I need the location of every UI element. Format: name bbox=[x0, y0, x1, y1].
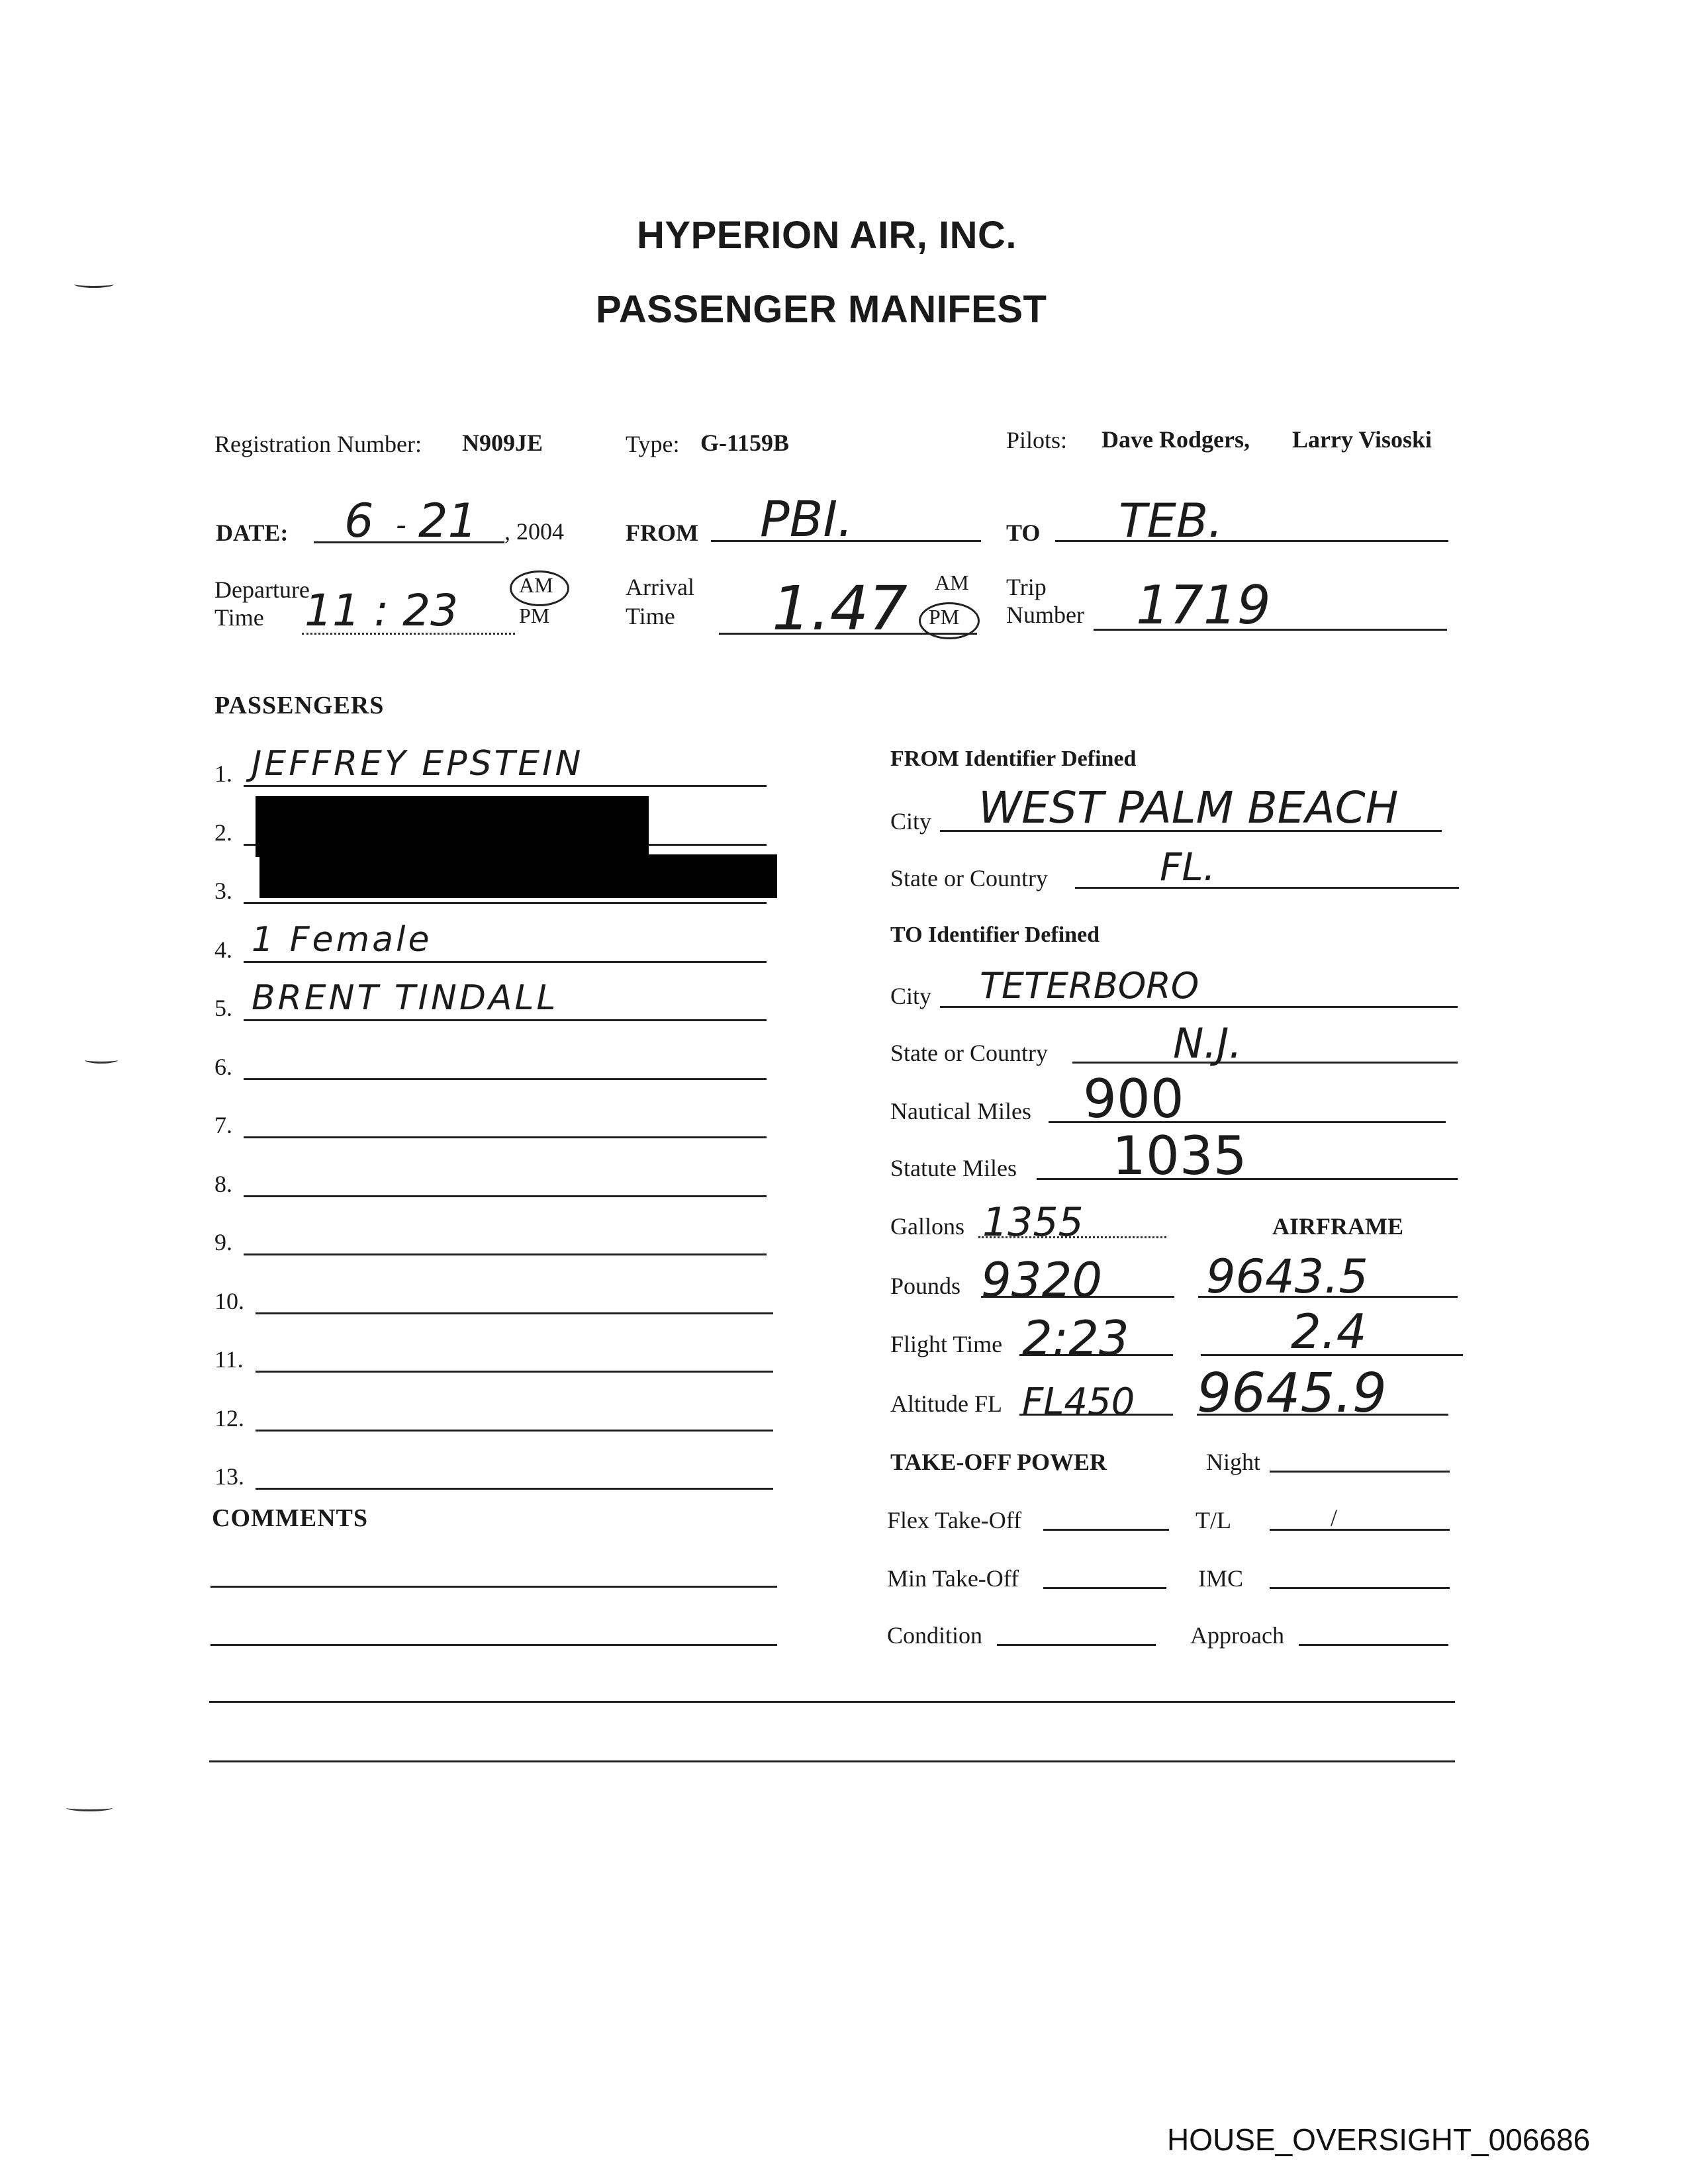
arrival-value: 1.47 bbox=[772, 573, 908, 644]
condition-label: Condition bbox=[887, 1622, 983, 1649]
arrival-label-1: Arrival bbox=[626, 574, 694, 600]
imc-line bbox=[1270, 1587, 1450, 1589]
arrival-label-2: Time bbox=[626, 603, 675, 629]
from-identifier-heading: FROM Identifier Defined bbox=[890, 747, 1137, 771]
date-month: 6 bbox=[344, 494, 374, 548]
from-value: PBI. bbox=[760, 491, 853, 548]
statute-miles-label: Statute Miles bbox=[890, 1155, 1017, 1181]
flex-takeoff-label: Flex Take-Off bbox=[887, 1507, 1022, 1533]
date-day: 21 bbox=[418, 494, 478, 548]
approach-label: Approach bbox=[1190, 1622, 1284, 1649]
departure-label-2: Time bbox=[214, 604, 264, 631]
date-year: , 2004 bbox=[504, 518, 564, 545]
passengers-heading: PASSENGERS bbox=[214, 692, 385, 719]
flight-time-value: 2:23 bbox=[1022, 1310, 1129, 1366]
from-state-value: FL. bbox=[1160, 844, 1216, 889]
passenger-number: 5. bbox=[214, 995, 232, 1021]
to-state-line bbox=[1072, 1062, 1458, 1064]
scan-mark bbox=[74, 281, 114, 288]
passenger-number: 10. bbox=[214, 1288, 244, 1314]
passenger-number: 3. bbox=[214, 878, 232, 904]
night-label: Night bbox=[1206, 1449, 1261, 1475]
scan-mark bbox=[85, 1056, 118, 1064]
passenger-number: 12. bbox=[214, 1405, 244, 1432]
bates-number: HOUSE_OVERSIGHT_006686 bbox=[1167, 2122, 1591, 2157]
nautical-miles-value: 900 bbox=[1083, 1068, 1184, 1130]
pilots-label: Pilots: bbox=[1006, 427, 1068, 453]
passenger-line bbox=[244, 961, 767, 963]
passenger-line bbox=[256, 1488, 773, 1490]
to-city-value: TETERBORO bbox=[980, 965, 1199, 1007]
to-label: TO bbox=[1006, 520, 1041, 546]
passenger-number: 8. bbox=[214, 1171, 232, 1197]
to-line bbox=[1055, 540, 1448, 542]
to-value: TEB. bbox=[1119, 494, 1223, 548]
passenger-line bbox=[244, 902, 767, 904]
redaction-box bbox=[256, 796, 649, 857]
flex-takeoff-line bbox=[1043, 1529, 1169, 1531]
type-value: G-1159B bbox=[700, 430, 790, 456]
tl-label: T/L bbox=[1196, 1507, 1231, 1533]
pilot-2: Larry Visoski bbox=[1292, 426, 1432, 453]
departure-label-1: Departure bbox=[214, 576, 310, 603]
condition-line bbox=[997, 1644, 1156, 1646]
arrival-am: AM bbox=[935, 570, 969, 594]
from-city-label: City bbox=[890, 808, 932, 835]
date-label: DATE: bbox=[216, 520, 289, 546]
passenger-number: 11. bbox=[214, 1346, 244, 1373]
comment-line-4 bbox=[209, 1760, 1455, 1762]
trip-value: 1719 bbox=[1136, 574, 1271, 636]
comment-line-2 bbox=[211, 1644, 777, 1646]
comments-heading: COMMENTS bbox=[212, 1504, 368, 1532]
min-takeoff-line bbox=[1043, 1587, 1166, 1589]
redaction-box bbox=[259, 854, 777, 898]
trip-label-2: Number bbox=[1006, 602, 1084, 628]
to-state-label: State or Country bbox=[890, 1040, 1048, 1066]
passenger-line bbox=[256, 1312, 773, 1314]
from-city-value: WEST PALM BEACH bbox=[978, 782, 1399, 833]
trip-label-1: Trip bbox=[1006, 574, 1047, 600]
to-identifier-heading: TO Identifier Defined bbox=[890, 923, 1100, 947]
to-state-value: N.J. bbox=[1173, 1019, 1243, 1068]
passenger-number: 1. bbox=[214, 760, 232, 787]
passenger-line bbox=[244, 1019, 767, 1021]
departure-am: AM bbox=[519, 573, 553, 597]
altitude-airframe-value: 9645.9 bbox=[1197, 1362, 1387, 1425]
from-label: FROM bbox=[626, 520, 698, 546]
flight-time-label: Flight Time bbox=[890, 1331, 1003, 1357]
passenger-line bbox=[256, 1371, 773, 1373]
statute-miles-value: 1035 bbox=[1112, 1125, 1247, 1187]
gallons-value: 1355 bbox=[982, 1199, 1084, 1246]
passenger-number: 7. bbox=[214, 1112, 232, 1138]
approach-line bbox=[1299, 1644, 1448, 1646]
imc-label: IMC bbox=[1198, 1565, 1244, 1592]
passenger-name: BRENT TINDALL bbox=[252, 978, 559, 1018]
company-name: HYPERION AIR, INC. bbox=[637, 214, 1017, 257]
from-state-line bbox=[1075, 887, 1459, 889]
registration-label: Registration Number: bbox=[214, 431, 422, 457]
altitude-label: Altitude FL bbox=[890, 1390, 1002, 1417]
pounds-airframe-value: 9643.5 bbox=[1206, 1250, 1368, 1304]
from-state-label: State or Country bbox=[890, 865, 1048, 891]
passenger-line bbox=[244, 785, 767, 787]
scan-mark bbox=[66, 1804, 113, 1811]
night-line bbox=[1270, 1471, 1450, 1473]
to-city-label: City bbox=[890, 983, 932, 1009]
nautical-miles-label: Nautical Miles bbox=[890, 1098, 1031, 1124]
passenger-number: 9. bbox=[214, 1229, 232, 1255]
passenger-line bbox=[244, 1078, 767, 1080]
passenger-name: 1 Female bbox=[252, 920, 432, 960]
pilot-1: Dave Rodgers, bbox=[1102, 426, 1250, 453]
flight-time-airframe-value: 2.4 bbox=[1291, 1304, 1367, 1359]
departure-value: 11 : 23 bbox=[305, 585, 459, 636]
passenger-number: 2. bbox=[214, 819, 232, 846]
comment-line-3 bbox=[209, 1701, 1455, 1703]
arrival-pm: PM bbox=[929, 605, 960, 629]
altitude-value: FL450 bbox=[1022, 1381, 1135, 1424]
type-label: Type: bbox=[626, 431, 680, 457]
passenger-name: JEFFREY EPSTEIN bbox=[252, 744, 584, 784]
passenger-line bbox=[244, 1253, 767, 1255]
comment-line-1 bbox=[211, 1586, 777, 1588]
passenger-line bbox=[256, 1430, 773, 1432]
passenger-line bbox=[244, 1195, 767, 1197]
registration-value: N909JE bbox=[462, 430, 543, 456]
statute-miles-line bbox=[1037, 1178, 1458, 1180]
passenger-line bbox=[244, 1136, 767, 1138]
departure-pm: PM bbox=[519, 604, 550, 627]
pounds-value: 9320 bbox=[981, 1252, 1103, 1308]
takeoff-heading: TAKE-OFF POWER bbox=[890, 1449, 1107, 1475]
tl-line bbox=[1270, 1529, 1450, 1531]
tl-slash: / bbox=[1331, 1504, 1338, 1531]
min-takeoff-label: Min Take-Off bbox=[887, 1565, 1019, 1592]
passenger-number: 13. bbox=[214, 1463, 244, 1490]
airframe-label: AIRFRAME bbox=[1272, 1213, 1403, 1240]
form-title: PASSENGER MANIFEST bbox=[596, 288, 1047, 331]
date-sep: - bbox=[396, 508, 406, 542]
passenger-number: 6. bbox=[214, 1054, 232, 1080]
passenger-number: 4. bbox=[214, 936, 232, 963]
pounds-label: Pounds bbox=[890, 1273, 961, 1299]
gallons-label: Gallons bbox=[890, 1213, 964, 1240]
